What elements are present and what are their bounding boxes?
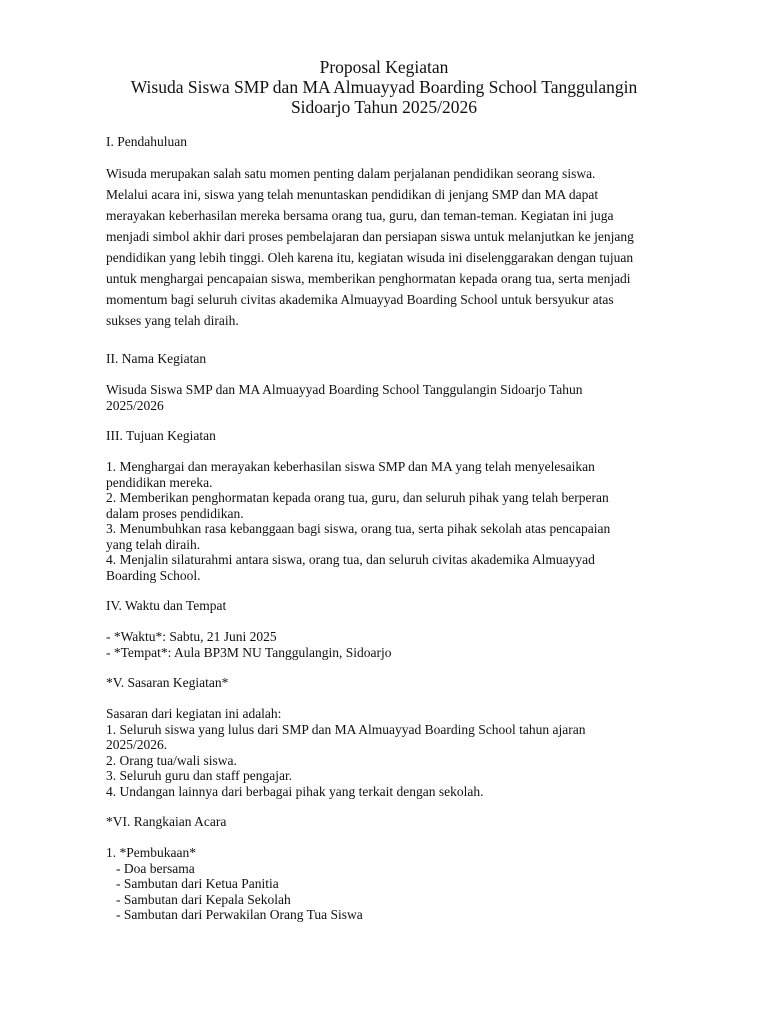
paragraph-line: momentum bagi seluruh civitas akademika Almuayyad Boarding School untuk bersyukur atas (106, 292, 614, 307)
document-title (106, 0, 662, 117)
section-heading-sasaran-kegiatan: *V. Sasaran Kegiatan* (106, 675, 229, 690)
section-heading-nama-kegiatan: II. Nama Kegiatan (106, 351, 207, 366)
title-line-3: Sidoarjo Tahun 2025/2026 (290, 97, 478, 117)
list-item-line: 3. Seluruh guru dan staff pengajar. (106, 768, 293, 783)
paragraph-line: pendidikan yang lebih tinggi. Oleh karena itu, kegiatan wisuda ini diselenggarakan dengan tujuan (106, 250, 634, 265)
list-item-line: 1. Menghargai dan merayakan keberhasilan siswa SMP dan MA yang telah menyelesaikan (106, 459, 595, 474)
section-body-pendahuluan (106, 163, 662, 331)
title-line-1: Proposal Kegiatan (319, 57, 449, 77)
sub-list-item: - Sambutan dari Perwakilan Orang Tua Siswa (116, 907, 363, 922)
list-item-line: 2. Orang tua/wali siswa. (106, 752, 237, 768)
list-item-line: - *Waktu*: Sabtu, 21 Juni 2025 (106, 629, 277, 644)
sub-list-item: - Doa bersama (116, 860, 195, 876)
section-body-tujuan-kegiatan (106, 459, 662, 583)
list-item-line: 2. Memberikan penghormatan kepada orang tua, guru, dan seluruh pihak yang telah berperan (106, 490, 609, 505)
list-item-line: pendidikan mereka. (106, 474, 213, 490)
sub-list-item: - Sambutan dari Ketua Panitia (116, 876, 279, 891)
section-heading-rangkaian-acara: *VI. Rangkaian Acara (106, 814, 227, 829)
list-item-line: Boarding School. (106, 567, 201, 583)
list-item-line: 4. Menjalin silaturahmi antara siswa, orang tua, dan seluruh civitas akademika Almuayyad (106, 552, 595, 567)
section-heading-tujuan-kegiatan: III. Tujuan Kegiatan (106, 428, 216, 443)
section-heading-pendahuluan: I. Pendahuluan (106, 134, 187, 149)
section-body-rangkaian-acara (106, 845, 662, 923)
list-item-line: 4. Undangan lainnya dari berbagai pihak yang terkait dengan sekolah. (106, 783, 484, 799)
list-item-line: 1. *Pembukaan* (106, 845, 196, 860)
list-item-line: yang telah diraih. (106, 536, 201, 552)
paragraph-line: sukses yang telah diraih. (106, 313, 239, 328)
section-body-nama-kegiatan (106, 382, 662, 413)
sub-list-item: - Sambutan dari Kepala Sekolah (116, 891, 291, 907)
paragraph-line: Melalui acara ini, siswa yang telah menuntaskan pendidikan di jenjang SMP dan MA dapat (106, 187, 599, 202)
section-body-sasaran-kegiatan (106, 706, 662, 799)
paragraph-line: Wisuda merupakan salah satu momen penting dalam perjalanan pendidikan seorang siswa. (106, 166, 596, 181)
list-item-line: Sasaran dari kegiatan ini adalah: (106, 706, 282, 721)
section-heading-waktu-tempat: IV. Waktu dan Tempat (106, 598, 227, 613)
paragraph-line: merayakan keberhasilan mereka bersama orang tua, guru, dan teman-teman. Kegiatan ini juga (106, 208, 614, 223)
paragraph-line: Wisuda Siswa SMP dan MA Almuayyad Boarding School Tanggulangin Sidoarjo Tahun (106, 382, 583, 397)
list-item-line: dalam proses pendidikan. (106, 505, 244, 521)
list-item-line: 2025/2026. (106, 737, 168, 752)
list-item-line: 1. Seluruh siswa yang lulus dari SMP dan MA Almuayyad Boarding School tahun ajaran (106, 721, 586, 737)
paragraph-line: 2025/2026 (106, 397, 164, 413)
paragraph-line: menjadi simbol akhir dari proses pembelajaran dan persiapan siswa untuk melanjutkan ke jenjang (106, 229, 634, 244)
title-line-2: Wisuda Siswa SMP dan MA Almuayyad Boarding School Tanggulangin (130, 77, 638, 97)
list-item-line: 3. Menumbuhkan rasa kebanggaan bagi siswa, orang tua, serta pihak sekolah atas pencapaian (106, 521, 611, 536)
list-item-line: - *Tempat*: Aula BP3M NU Tanggulangin, Sidoarjo (106, 644, 392, 660)
paragraph-line: untuk menghargai pencapaian siswa, memberikan penghormatan kepada orang tua, serta menjadi (106, 271, 631, 286)
section-body-waktu-tempat (106, 629, 662, 660)
